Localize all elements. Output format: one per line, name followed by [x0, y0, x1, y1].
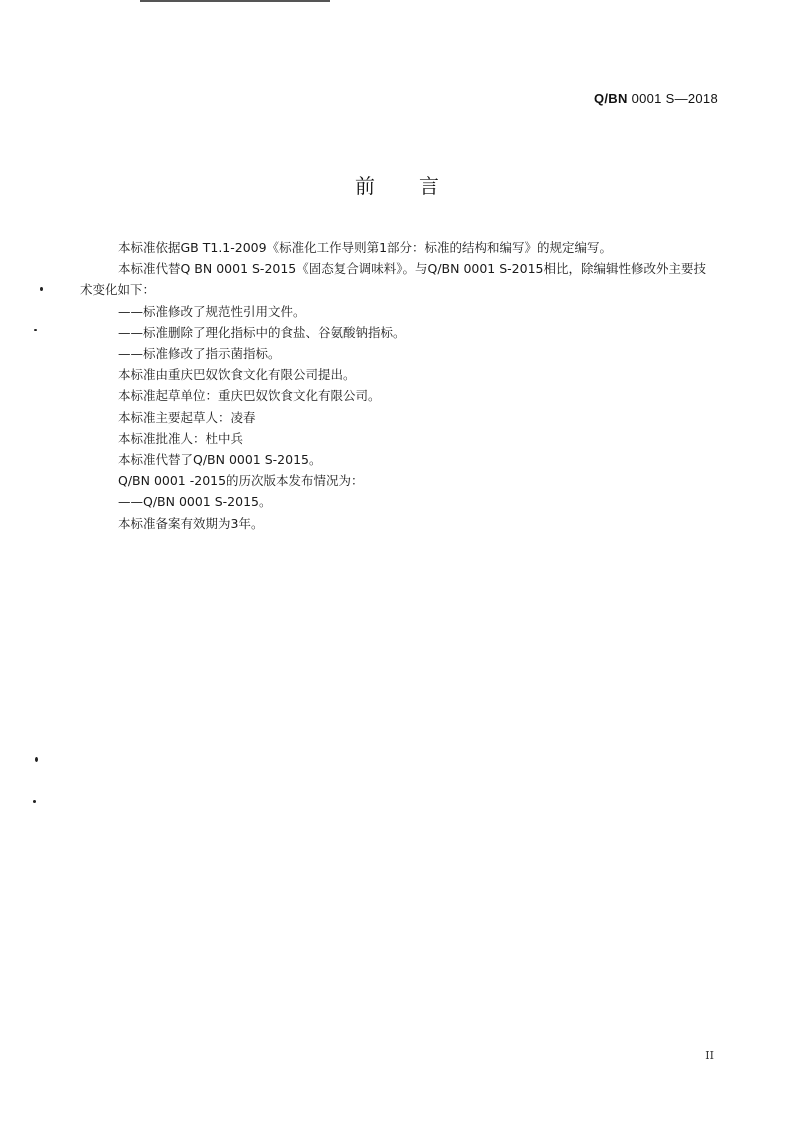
- paragraph-validity: 本标准备案有效期为3年。: [118, 515, 264, 531]
- paragraph-supersedes: 本标准代替了Q/BN 0001 S-2015。: [118, 452, 322, 468]
- scan-speck: [40, 287, 43, 291]
- change-item-deleted-indicators: ——标准删除了理化指标中的食盐、谷氨酸钠指标。: [118, 324, 406, 340]
- paragraph-approver: 本标准批准人：杜中兵: [118, 430, 244, 446]
- scan-speck: [34, 329, 37, 331]
- page-number: II: [705, 1049, 714, 1062]
- paragraph-history-intro: Q/BN 0001 -2015的历次版本发布情况为：: [118, 473, 364, 489]
- top-rule: [140, 0, 330, 2]
- paragraph-drafting-unit: 本标准起草单位：重庆巴奴饮食文化有限公司。: [118, 388, 381, 404]
- scan-speck: [33, 800, 36, 803]
- document-code-prefix: Q/BN: [593, 91, 628, 106]
- scan-speck: [35, 757, 38, 762]
- history-item: ——Q/BN 0001 S-2015。: [118, 494, 272, 510]
- change-item-indicator-bacteria: ——标准修改了指示菌指标。: [118, 346, 281, 362]
- page-title: 前言: [355, 174, 483, 198]
- document-code-number: 0001 S—2018: [627, 91, 718, 106]
- paragraph-main-drafter: 本标准主要起草人：凌春: [118, 409, 256, 425]
- paragraph-replacement: 本标准代替Q BN 0001 S-2015《固态复合调味料》。与Q/BN 0001 S-2015相比，除编辑性修改外主要技术变化如下：: [80, 261, 706, 298]
- foreword-body: [80, 237, 718, 534]
- paragraph-proposer: 本标准由重庆巴奴饮食文化有限公司提出。: [118, 367, 356, 383]
- change-item-references: ——标准修改了规范性引用文件。: [118, 303, 306, 319]
- paragraph-basis: 本标准依据GB T1.1-2009《标准化工作导则第1部分：标准的结构和编写》的规定编写。: [118, 240, 613, 255]
- document-code: [594, 91, 718, 106]
